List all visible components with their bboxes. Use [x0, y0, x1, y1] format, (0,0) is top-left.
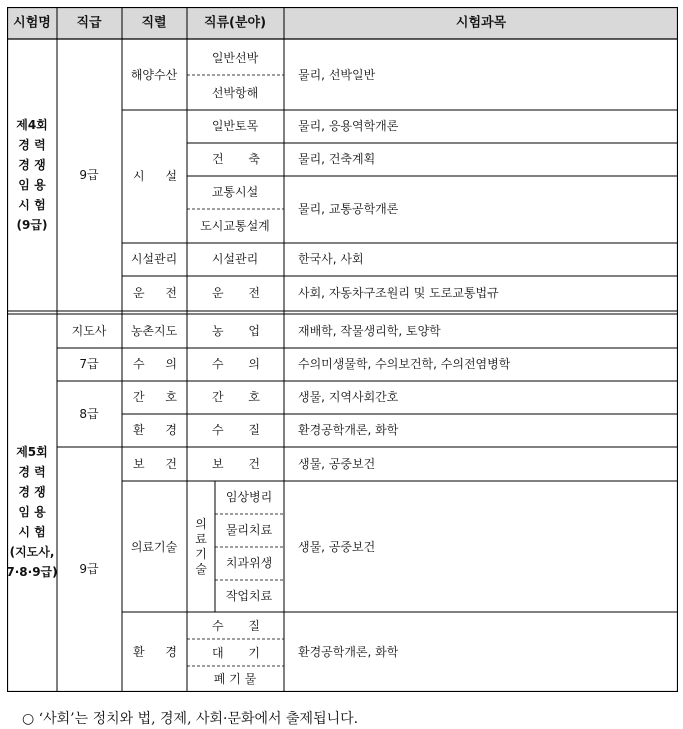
maritime-series: 해양수산 — [130, 68, 178, 82]
table-grid — [7, 7, 678, 692]
medtech-cat-clinical-pathology: 임상병리 — [225, 490, 273, 504]
env9-subjects: 환경공학개론, 화학 — [298, 645, 399, 659]
medtech-cat-physical-therapy: 물리치료 — [225, 523, 273, 537]
env9-cat-water: 수 질 — [212, 619, 260, 633]
header-row-background — [7, 7, 678, 39]
env8-subjects: 환경공학개론, 화학 — [298, 423, 399, 437]
facilities-cat-traffic: 교통시설 — [211, 185, 259, 199]
facilities-cat-civil: 일반토목 — [211, 119, 259, 133]
facilities-cat-urban-traffic: 도시교통설계 — [200, 219, 270, 233]
nursing-series: 간 호 — [133, 390, 177, 404]
exam4-grade: 9급 — [79, 168, 99, 182]
env9-series: 환 경 — [133, 645, 177, 659]
exam5-name: 제5회 경 력 경 쟁 임 용 시 험 (지도사, 7·8·9급) — [6, 445, 58, 579]
facility-mgmt-category: 시설관리 — [211, 252, 259, 266]
vet-category: 수 의 — [212, 357, 260, 371]
env9-cat-air: 대 기 — [212, 646, 260, 660]
header-grade: 직급 — [76, 15, 102, 31]
facilities-traffic-subjects: 물리, 교통공학개론 — [298, 202, 399, 216]
nursing-subjects: 생물, 지역사회간호 — [298, 390, 399, 404]
driving-series: 운 전 — [133, 286, 177, 300]
grade-8: 8급 — [79, 407, 99, 421]
health-subjects: 생물, 공중보건 — [298, 457, 376, 471]
vet-grade: 7급 — [79, 357, 99, 371]
header-exam-name: 시험명 — [13, 15, 51, 31]
facility-mgmt-subjects: 한국사, 사회 — [298, 252, 364, 266]
exam4-name: 제4회 경 력 경 쟁 임 용 시 험 (9급) — [16, 118, 48, 232]
advisor-series: 농촌지도 — [130, 324, 178, 338]
facilities-civil-subjects: 물리, 응용역학개론 — [298, 119, 399, 133]
maritime-cat-navigation: 선박항해 — [211, 86, 259, 100]
advisor-grade: 지도사 — [71, 324, 107, 338]
maritime-subjects: 물리, 선박일반 — [298, 68, 376, 82]
medtech-cat-dental-hygiene: 치과위생 — [225, 556, 273, 570]
header-series: 직렬 — [141, 15, 167, 31]
env9-cat-waste: 폐 기 물 — [213, 672, 257, 686]
vet-subjects: 수의미생물학, 수의보건학, 수의전염병학 — [298, 357, 511, 371]
medtech-sub-series: 의 료 기 술 — [195, 517, 207, 576]
header-subjects: 시험과목 — [455, 15, 507, 31]
advisor-category: 농 업 — [212, 324, 260, 338]
env8-series: 환 경 — [133, 423, 177, 437]
health-category: 보 건 — [212, 457, 260, 471]
facilities-cat-architecture: 건 축 — [212, 152, 260, 166]
medtech-subjects: 생물, 공중보건 — [298, 540, 376, 554]
medtech-cat-occupational-therapy: 작업치료 — [225, 589, 273, 603]
maritime-cat-general-ship: 일반선박 — [211, 51, 259, 65]
nursing-category: 간 호 — [212, 390, 260, 404]
facilities-architecture-subjects: 물리, 건축계획 — [298, 152, 376, 166]
driving-category: 운 전 — [212, 286, 260, 300]
header-category: 직류(분야) — [203, 15, 267, 31]
driving-subjects: 사회, 자동차구조원리 및 도로교통법규 — [298, 286, 499, 300]
facilities-series: 시 설 — [133, 169, 177, 183]
health-series: 보 건 — [133, 457, 177, 471]
advisor-subjects: 재배학, 작물생리학, 토양학 — [298, 324, 441, 338]
env8-category: 수 질 — [212, 423, 260, 437]
medtech-series: 의료기술 — [130, 540, 178, 554]
grade-9: 9급 — [79, 562, 99, 576]
facility-mgmt-series: 시설관리 — [130, 252, 178, 266]
exam-subjects-table — [7, 7, 678, 692]
footnote: ○ ‘사회’는 정치와 법, 경제, 사회·문화에서 출제됩니다. — [22, 711, 359, 727]
vet-series: 수 의 — [133, 357, 177, 371]
